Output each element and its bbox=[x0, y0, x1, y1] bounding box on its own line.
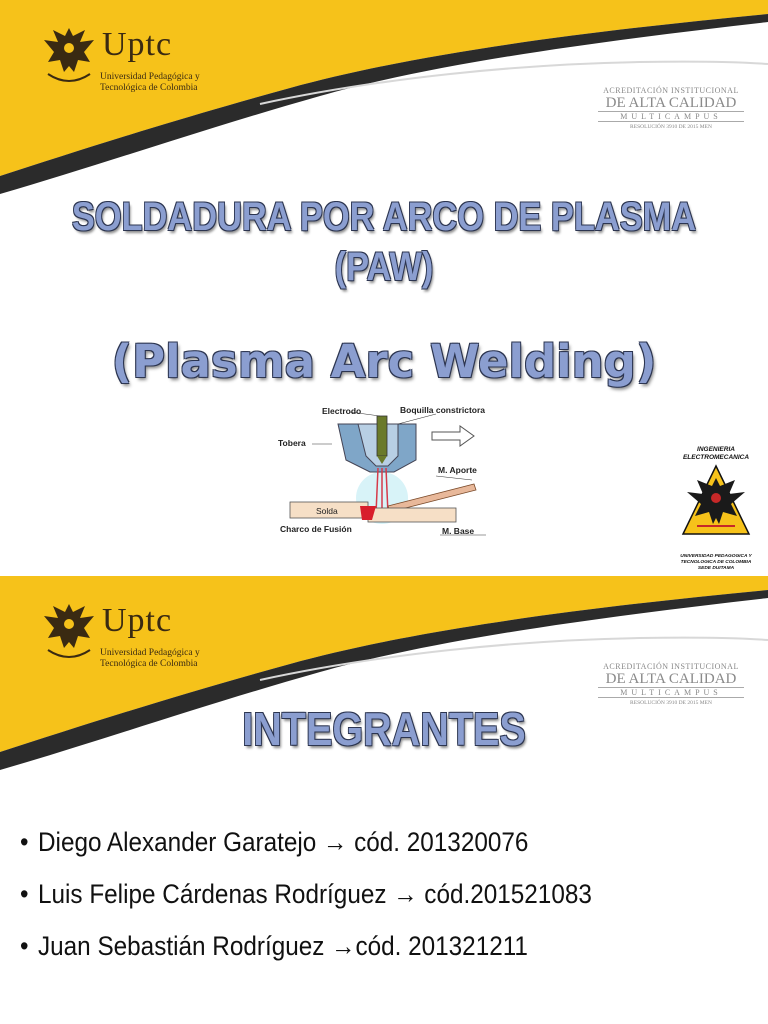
label-electrodo: Electrodo bbox=[322, 406, 362, 416]
slide-subtitle-english: (Plasma Arc Welding) bbox=[111, 335, 657, 388]
faculty-emblem-icon bbox=[679, 464, 753, 542]
accreditation-badge: ACREDITACIÓN INSTITUCIONAL DE ALTA CALIDAD MULTICAMPUS RESOLUCIÓN 3910 DE 2015 MEN bbox=[598, 662, 744, 706]
label-solda: Solda bbox=[316, 506, 338, 516]
faculty-badge bbox=[666, 442, 766, 576]
list-item: • Juan Sebastián Rodríguez →cód. 201321211 bbox=[20, 931, 528, 961]
badge-bottom-text: UNIVERSIDAD PEDAGOGICA Y TECNOLOGICA DE COLOMBIA SEDE DUITAMA bbox=[680, 554, 752, 571]
uptc-logo bbox=[40, 598, 220, 678]
badge-top-text: INGENIERIA ELECTROMECANICA bbox=[682, 446, 750, 461]
members-list bbox=[20, 816, 655, 972]
members-title: INTEGRANTES bbox=[242, 703, 526, 755]
label-tobera: Tobera bbox=[278, 438, 306, 448]
logo-subtitle: Universidad Pedagógica y Tecnológica de Colombia bbox=[100, 648, 200, 669]
slide-title: SOLDADURA POR ARCO DE PLASMA (PAW) bbox=[71, 195, 697, 289]
logo-wordmark: Uptc bbox=[102, 26, 173, 63]
eagle-seal-icon bbox=[40, 22, 98, 92]
label-boquilla: Boquilla constrictora bbox=[400, 405, 486, 415]
logo-subtitle: Universidad Pedagógica y Tecnológica de Colombia bbox=[100, 72, 200, 93]
uptc-logo bbox=[40, 22, 220, 102]
label-aporte: M. Aporte bbox=[438, 465, 477, 475]
accreditation-badge: ACREDITACIÓN INSTITUCIONAL DE ALTA CALIDAD MULTICAMPUS RESOLUCIÓN 3910 DE 2015 MEN bbox=[598, 86, 744, 130]
plasma-welding-diagram bbox=[276, 402, 498, 542]
logo-wordmark: Uptc bbox=[102, 602, 173, 639]
list-item: • Luis Felipe Cárdenas Rodríguez → cód.201521083 bbox=[20, 879, 592, 909]
list-item: • Diego Alexander Garatejo → cód. 201320076 bbox=[20, 827, 529, 857]
eagle-seal-icon bbox=[40, 598, 98, 668]
members-slide bbox=[0, 576, 768, 1024]
label-base: M. Base bbox=[442, 526, 475, 536]
label-charco: Charco de Fusión bbox=[280, 524, 352, 534]
